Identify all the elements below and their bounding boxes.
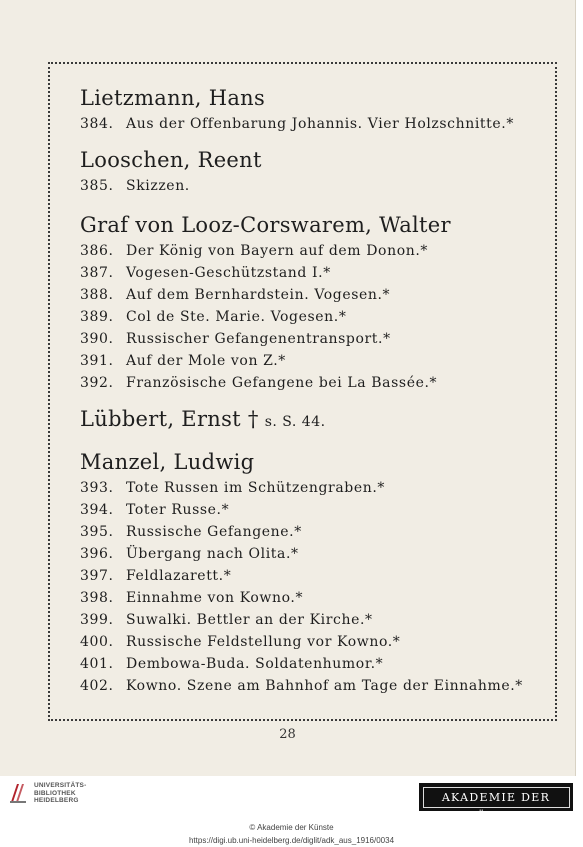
entry-number: 395.	[80, 524, 114, 540]
artist-heading: Manzel, Ludwig	[80, 450, 255, 474]
artist-heading: Lübbert, Ernst †	[80, 407, 259, 431]
catalog-entry	[80, 631, 540, 653]
catalog-content	[80, 84, 540, 697]
entry-number: 398.	[80, 590, 114, 606]
entry-title: Russischer Gefangenentransport.*	[126, 331, 391, 347]
catalog-entry	[80, 499, 540, 521]
artist-heading: Lietzmann, Hans	[80, 86, 266, 110]
entry-title: Auf dem Bernhardstein. Vogesen.*	[126, 287, 391, 303]
entry-title: Einnahme von Kowno.*	[126, 590, 304, 606]
entry-number: 392.	[80, 375, 114, 391]
catalog-entry	[80, 306, 540, 328]
entry-number: 397.	[80, 568, 114, 584]
catalog-entry	[80, 175, 540, 197]
entry-number: 401.	[80, 656, 114, 672]
artist-section-looz-corswarem	[80, 211, 540, 394]
catalog-entry	[80, 521, 540, 543]
entry-title: Französische Gefangene bei La Bassée.*	[126, 375, 438, 391]
library-name-line: BIBLIOTHEK	[34, 789, 76, 797]
entry-number: 388.	[80, 287, 114, 303]
catalog-entry	[80, 328, 540, 350]
entry-number: 390.	[80, 331, 114, 347]
library-name-line: HEIDELBERG	[34, 797, 79, 804]
page-reference: s. S. 44.	[264, 414, 326, 430]
catalog-entry	[80, 240, 540, 262]
entry-title: Russische Gefangene.*	[126, 524, 302, 540]
artist-heading: Graf von Looz-Corswarem, Walter	[80, 213, 451, 237]
library-logo[interactable]	[8, 782, 86, 805]
artist-section-luebbert	[80, 405, 540, 434]
entry-title: Russische Feldstellung vor Kowno.*	[126, 634, 401, 650]
catalog-entry	[80, 543, 540, 565]
entry-number: 396.	[80, 546, 114, 562]
artist-heading: Looschen, Reent	[80, 148, 262, 172]
page-number: 28	[279, 727, 296, 742]
entry-number: 384.	[80, 116, 114, 132]
catalog-entry	[80, 284, 540, 306]
entry-number: 386.	[80, 243, 114, 259]
entry-number: 393.	[80, 480, 114, 496]
entry-title: Auf der Mole von Z.*	[126, 353, 286, 369]
permalink-url[interactable]: https://digi.ub.uni-heidelberg.de/diglit/adk_aus_1916/0034	[188, 836, 395, 845]
entry-title: Col de Ste. Marie. Vogesen.*	[126, 309, 347, 325]
artist-section-lietzmann	[80, 84, 540, 135]
university-library-logo-icon	[8, 782, 28, 804]
catalog-entry	[80, 350, 540, 372]
entry-title: Vogesen-Geschützstand I.*	[126, 265, 331, 281]
entry-title: Aus der Offenbarung Johannis. Vier Holzschnitte.*	[126, 116, 514, 132]
entry-title: Suwalki. Bettler an der Kirche.*	[126, 612, 373, 628]
entry-number: 399.	[80, 612, 114, 628]
entry-title: Kowno. Szene am Bahnhof am Tage der Einnahme.*	[126, 678, 523, 694]
entry-title: Der König von Bayern auf dem Donon.*	[126, 243, 428, 259]
catalog-entry	[80, 565, 540, 587]
entry-number: 385.	[80, 178, 114, 194]
catalog-entry	[80, 653, 540, 675]
catalog-entry	[80, 675, 540, 697]
entry-title: Feldlazarett.*	[126, 568, 232, 584]
entry-number: 387.	[80, 265, 114, 281]
catalog-entry	[80, 587, 540, 609]
artist-section-manzel	[80, 448, 540, 697]
akademie-logo[interactable]	[419, 783, 573, 823]
catalog-entry	[80, 113, 540, 135]
catalog-entry	[80, 477, 540, 499]
entry-title: Tote Russen im Schützengraben.*	[126, 480, 386, 496]
entry-title: Dembowa-Buda. Soldatenhumor.*	[126, 656, 384, 672]
entry-title: Toter Russe.*	[126, 502, 230, 518]
library-name-line: UNIVERSITÄTS-	[34, 782, 87, 789]
catalog-entry	[80, 372, 540, 394]
library-name	[34, 782, 86, 805]
entry-number: 389.	[80, 309, 114, 325]
catalog-entry	[80, 609, 540, 631]
copyright-notice: © Akademie der Künste	[249, 823, 334, 832]
entry-number: 394.	[80, 502, 114, 518]
entry-title: Übergang nach Olita.*	[126, 546, 299, 562]
catalog-entry	[80, 262, 540, 284]
artist-heading-with-reference	[80, 405, 540, 434]
entry-number: 400.	[80, 634, 114, 650]
artist-section-looschen	[80, 146, 540, 197]
akademie-logo-text: AKADEMIE DER KÜNSTE	[423, 787, 570, 808]
entry-title: Skizzen.	[126, 178, 190, 194]
entry-number: 391.	[80, 353, 114, 369]
entry-number: 402.	[80, 678, 114, 694]
